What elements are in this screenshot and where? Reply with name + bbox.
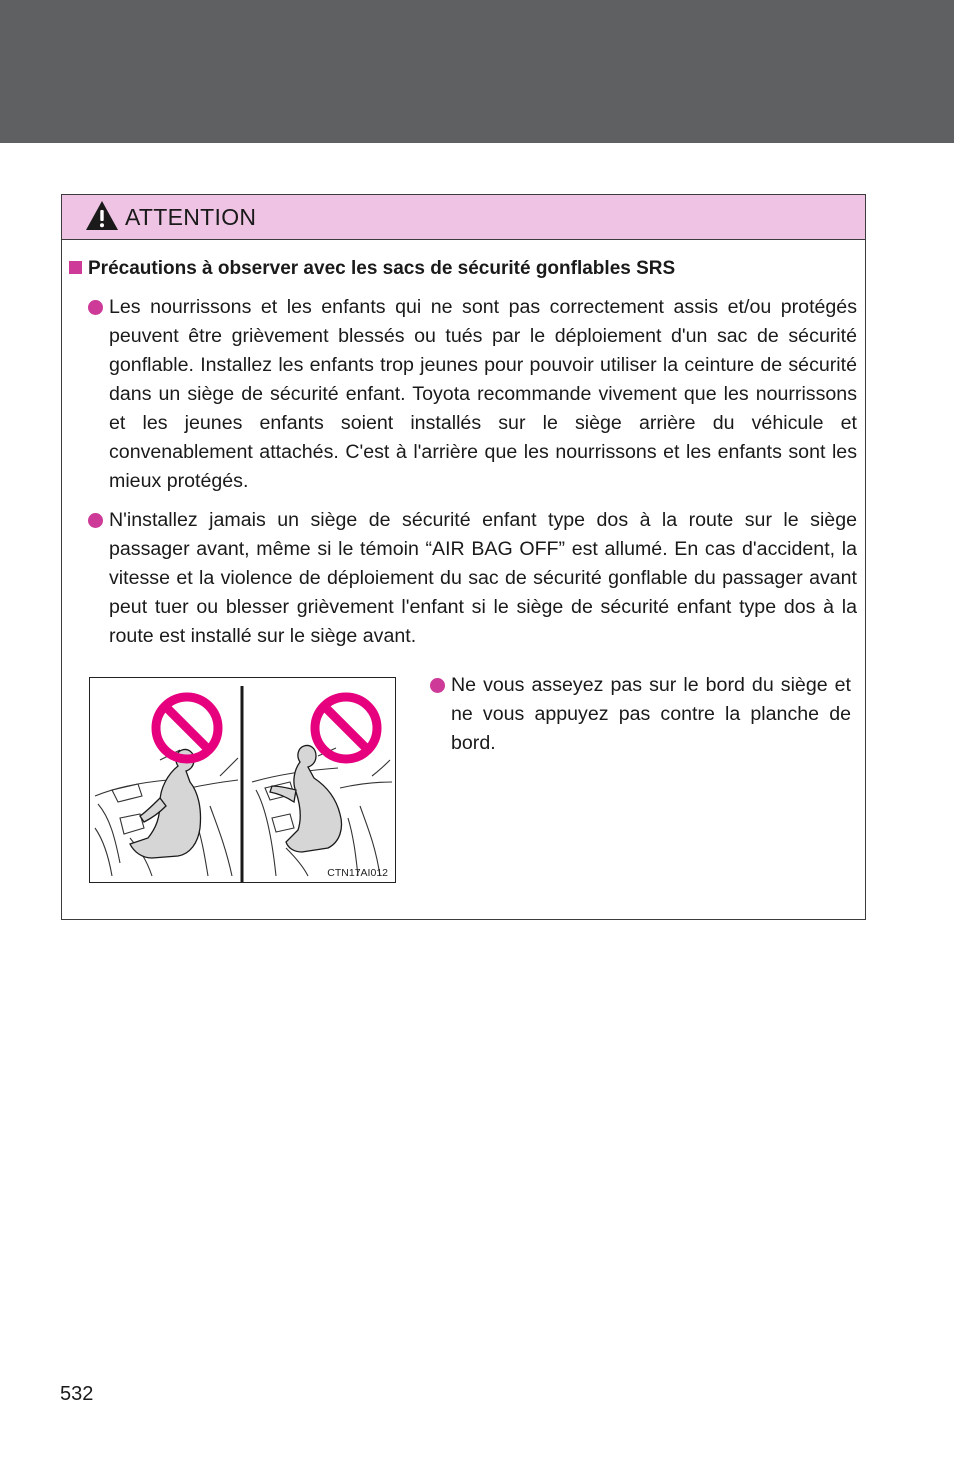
page-number: 532 xyxy=(60,1383,94,1405)
seating-illustration xyxy=(90,678,395,882)
section-title-text: Précautions à observer avec les sacs de sécurité gonflables SRS xyxy=(88,258,676,279)
prohibition-icon xyxy=(315,697,377,759)
header-band xyxy=(0,0,954,143)
bullet-text: Les nourrissons et les enfants qui ne sont pas correctement assis et/ou protégés peuvent être grièvement blessés ou tués par le déploiement d'un sac de sécurité gonflable. Installez les enfants trop jeunes pour pouvoir utiliser la ceinture de sécurité dans un siège de sécurité enfant. Toyota recommande vivement que les nourrissons et les jeunes enfants soient installés sur le siège arrière du véhicule et convenablement attachés. C'est à l'arrière que les nourrissons et les enfants sont les mieux protégés. xyxy=(109,296,857,492)
bullet-dot-icon xyxy=(88,300,103,315)
right-person xyxy=(270,745,342,852)
left-person xyxy=(130,749,201,858)
illustration-figure xyxy=(89,677,396,883)
warning-bullet xyxy=(451,671,851,758)
warning-header xyxy=(62,195,865,240)
warning-bullet xyxy=(109,506,857,651)
figure-code: CTN17AI012 xyxy=(327,867,388,879)
warning-box xyxy=(61,194,866,920)
square-bullet-icon xyxy=(69,261,82,274)
warning-bullet xyxy=(109,293,857,496)
bullet-text: Ne vous asseyez pas sur le bord du siège et ne vous appuyez pas contre la planche de bord. xyxy=(451,674,851,754)
bullet-dot-icon xyxy=(430,678,445,693)
warning-title: ATTENTION xyxy=(125,204,257,230)
bullet-text: N'installez jamais un siège de sécurité enfant type dos à la route sur le siège passager avant, même si le témoin “AIR BAG OFF” est allumé. En cas d'accident, la vitesse et la violence de déploiement du sac de sécurité gonflable du passager avant peut tuer ou blesser grièvement l'enfant si le siège de sécurité enfant type dos à la route est installé sur le siège avant. xyxy=(109,509,857,647)
bullet-dot-icon xyxy=(88,513,103,528)
section-title xyxy=(69,258,675,280)
warning-triangle-icon xyxy=(85,200,119,231)
